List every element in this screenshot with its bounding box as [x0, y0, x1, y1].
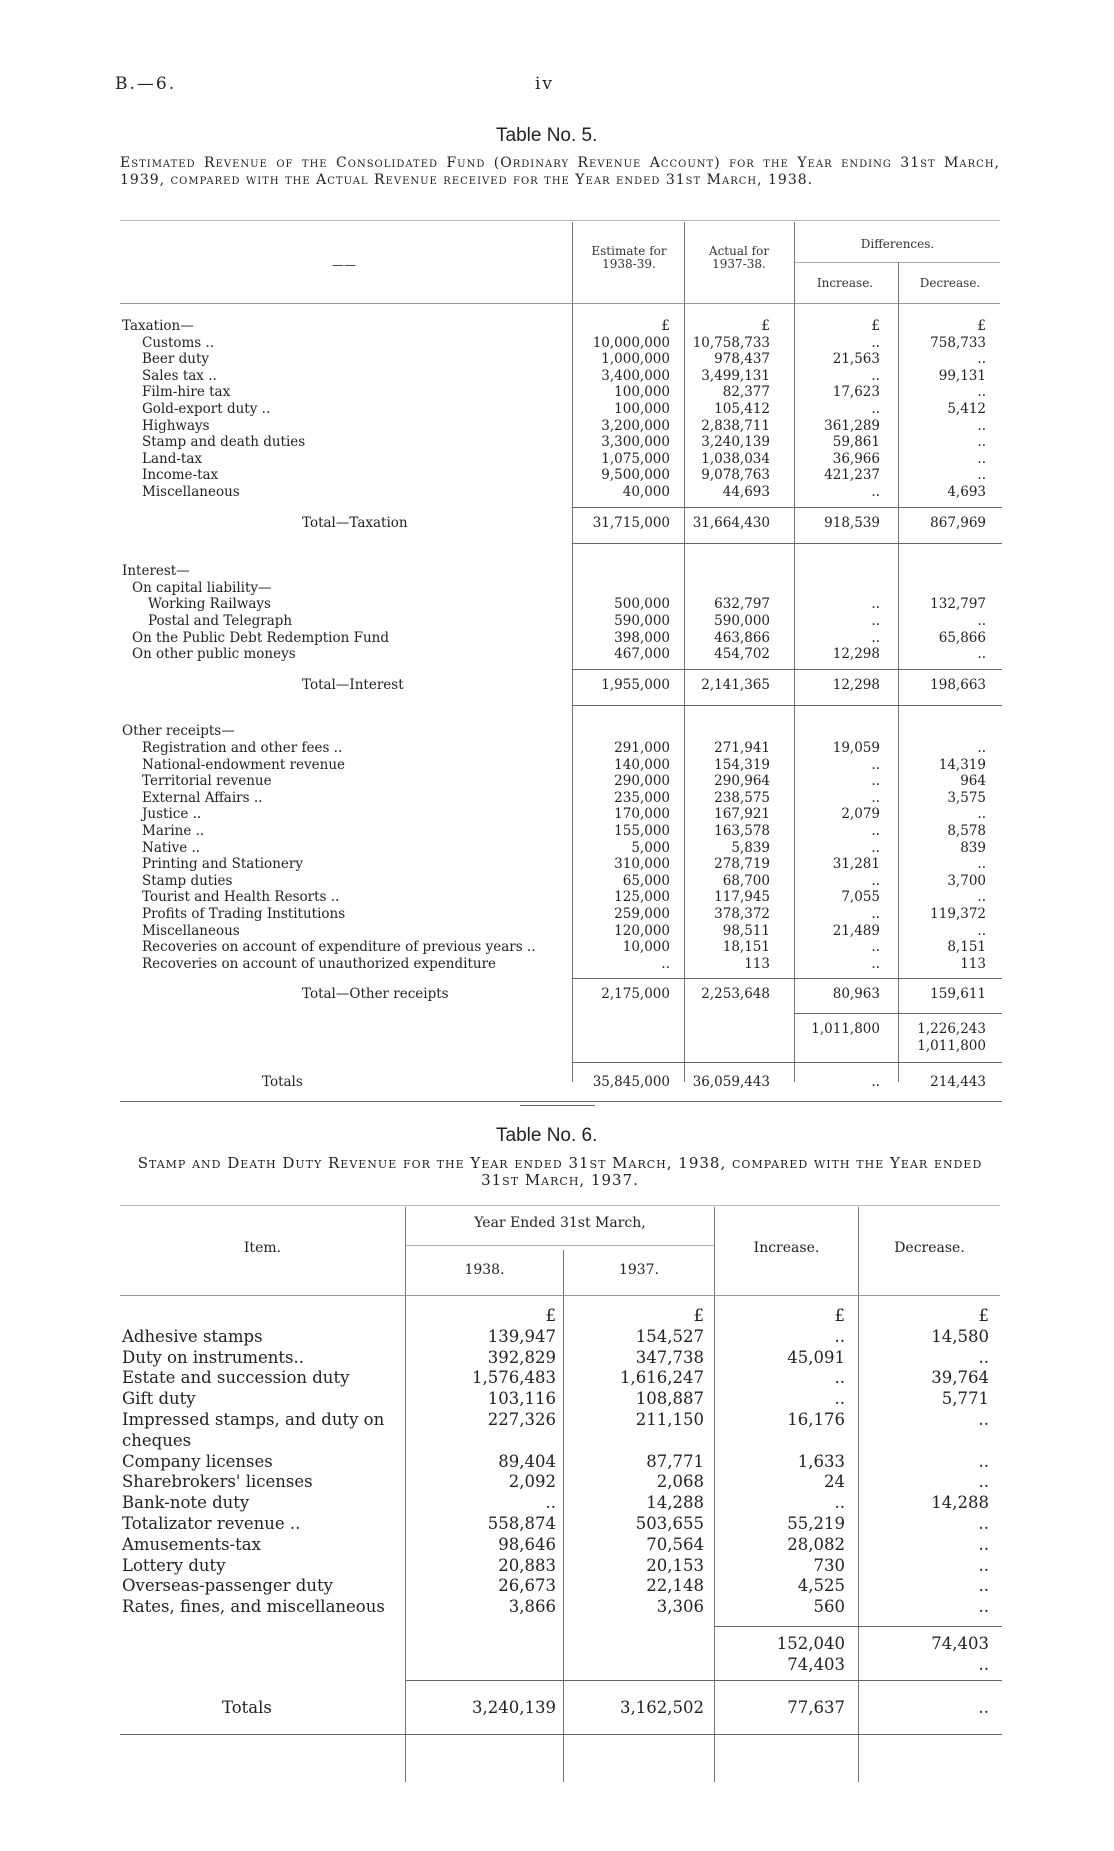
cell-value: .. [978, 1555, 989, 1575]
table5-header-actual: Actual for 1937-38. [708, 244, 770, 271]
cell-value: 2,253,648 [701, 986, 770, 1003]
page-reference: B.—6. [115, 74, 177, 94]
row-label: Justice .. [142, 806, 202, 823]
row-label: Company licenses [122, 1451, 273, 1471]
cell-value: 463,866 [714, 629, 770, 646]
cell-value: 26,673 [498, 1576, 556, 1596]
cell-value: 1,000,000 [601, 351, 670, 368]
cell-value: 100,000 [614, 384, 670, 401]
table5-header-estimate: Estimate for 1938-39. [591, 244, 667, 271]
cell-value: 22,148 [646, 1576, 704, 1596]
cell-value: 590,000 [614, 613, 670, 629]
row-label: Stamp duties [142, 872, 233, 889]
table5-header-increase: Increase. [816, 276, 874, 290]
summary-increase: 152,040 [776, 1634, 845, 1653]
table5-top-rule [120, 220, 1000, 221]
cell-value: .. [977, 384, 986, 401]
cell-value: 170,000 [614, 806, 670, 823]
cell-value: 108,887 [635, 1389, 704, 1409]
table6-header-year-ended: Year Ended 31st March, [474, 1215, 646, 1231]
cell-value: 36,966 [832, 450, 880, 467]
totals-value: .. [871, 1074, 880, 1091]
table5-header-decrease: Decrease. [919, 276, 981, 290]
table6-year-rule [406, 1245, 714, 1246]
rule [572, 507, 1002, 508]
cell-value: 964 [960, 773, 986, 790]
rule [406, 1680, 1002, 1681]
cell-value: 1,075,000 [601, 450, 670, 467]
row-label: External Affairs .. [142, 789, 263, 806]
row-label: Tourist and Health Resorts .. [142, 889, 340, 906]
cell-value: .. [871, 613, 880, 629]
cell-value: 1,633 [797, 1451, 845, 1471]
row-label: Printing and Stationery [142, 856, 303, 873]
cell-value: 291,000 [614, 740, 670, 756]
cell-value: .. [871, 629, 880, 646]
totals-label: Totals [222, 1697, 272, 1717]
unit-cell: £ [661, 318, 670, 334]
cell-value: 2,068 [656, 1472, 704, 1492]
table6-header-1938: 1938. [464, 1262, 505, 1278]
cell-value: 3,240,139 [701, 434, 770, 451]
cell-value: 467,000 [614, 646, 670, 663]
cell-value: 103,116 [487, 1389, 556, 1409]
cell-value: 290,000 [614, 773, 670, 790]
totals-value: .. [978, 1697, 989, 1717]
rule [120, 1734, 1002, 1735]
cell-value: .. [871, 334, 880, 351]
cell-value: 5,839 [731, 839, 770, 856]
cell-value: .. [834, 1326, 845, 1346]
row-label: Working Railways [148, 596, 271, 613]
cell-value: 167,921 [714, 806, 770, 823]
cell-value: .. [834, 1368, 845, 1388]
row-label: Highways [142, 417, 210, 434]
cell-value: .. [977, 856, 986, 873]
rule [572, 705, 1002, 706]
cell-value: 68,700 [722, 872, 770, 889]
row-label: On the Public Debt Redemption Fund [132, 629, 390, 646]
cell-value: 24 [824, 1472, 845, 1492]
cell-value: 1,955,000 [601, 676, 670, 693]
row-label: Bank-note duty [122, 1493, 250, 1513]
cell-value: 132,797 [930, 596, 986, 613]
cell-value: .. [871, 823, 880, 839]
cell-value: 45,091 [787, 1347, 845, 1367]
unit-cell: £ [978, 1306, 989, 1325]
table6-header-increase: Increase. [753, 1240, 820, 1256]
table5-header-rule [120, 303, 1000, 304]
row-label: Lottery duty [122, 1555, 226, 1575]
row-label: Recoveries on account of unauthorized expenditure [142, 955, 497, 972]
table6-caption: Stamp and Death Duty Revenue for the Year ended 31st March, 1938, compared with the Year ended 31st March, 1937. [137, 1154, 983, 1189]
cell-value: 8,578 [947, 823, 986, 839]
cell-value: 211,150 [635, 1410, 704, 1429]
cell-value: 7,055 [841, 889, 880, 906]
cell-value: 2,838,711 [701, 417, 770, 434]
cell-value: .. [978, 1597, 989, 1617]
cell-value: 21,489 [832, 922, 880, 939]
row-label: Gift duty [122, 1389, 196, 1409]
cell-value: 55,219 [787, 1514, 845, 1533]
cell-value: 378,372 [714, 906, 770, 922]
cell-value: 503,655 [635, 1514, 704, 1533]
table6-top-rule [120, 1205, 1000, 1206]
cell-value: 3,700 [947, 872, 986, 889]
cell-value: .. [871, 955, 880, 972]
rule [572, 1062, 1002, 1063]
cell-value: 159,611 [930, 986, 986, 1003]
cell-value: .. [977, 922, 986, 939]
summary-decrease: 1,226,243 [917, 1021, 986, 1037]
table5-col-rule-3 [794, 222, 795, 1082]
cell-value: 70,564 [646, 1534, 704, 1554]
totals-value: 77,637 [787, 1697, 845, 1717]
cell-value: .. [978, 1576, 989, 1596]
row-label: Recoveries on account of expenditure of previous years .. [142, 939, 536, 956]
table6-header-rule [120, 1295, 1000, 1296]
row-label: Beer duty [142, 351, 210, 368]
cell-value: 120,000 [614, 922, 670, 939]
cell-value: 238,575 [714, 789, 770, 806]
summary-increase: 74,403 [787, 1654, 845, 1674]
section-divider [520, 1105, 595, 1106]
table5-title: Table No. 5. [496, 125, 598, 146]
totals-value: 214,443 [930, 1074, 986, 1091]
table6-title: Table No. 6. [496, 1125, 598, 1146]
cell-value: 98,511 [722, 922, 770, 939]
cell-value: 113 [960, 955, 986, 972]
cell-value: 259,000 [614, 906, 670, 922]
cell-value: .. [978, 1410, 989, 1429]
row-label: Stamp and death duties [142, 434, 306, 451]
cell-value: 16,176 [787, 1410, 845, 1429]
row-label: Sharebrokers' licenses [122, 1472, 313, 1492]
cell-value: .. [834, 1389, 845, 1409]
totals-value: 36,059,443 [692, 1074, 770, 1091]
row-label: Profits of Trading Institutions [142, 906, 346, 922]
cell-value: .. [871, 872, 880, 889]
cell-value: .. [977, 889, 986, 906]
cell-value: 119,372 [930, 906, 986, 922]
cell-value: .. [978, 1472, 989, 1492]
cell-value: 2,175,000 [601, 986, 670, 1003]
totals-value: 3,240,139 [472, 1697, 556, 1717]
cell-value: .. [978, 1451, 989, 1471]
cell-value: 290,964 [714, 773, 770, 790]
cell-value: 117,945 [714, 889, 770, 906]
cell-value: 154,319 [714, 756, 770, 773]
cell-value: .. [545, 1493, 556, 1513]
cell-value: .. [871, 906, 880, 922]
cell-value: 3,499,131 [701, 367, 770, 384]
cell-value: 2,079 [841, 806, 880, 823]
cell-value: 730 [813, 1555, 845, 1575]
cell-value: .. [977, 417, 986, 434]
cell-value: .. [978, 1347, 989, 1367]
cell-value: 1,616,247 [620, 1368, 704, 1388]
cell-value: 5,771 [941, 1389, 989, 1409]
unit-cell: £ [545, 1306, 556, 1325]
cell-value: 758,733 [930, 334, 986, 351]
cell-value: 2,092 [508, 1472, 556, 1492]
cell-value: .. [871, 401, 880, 417]
unit-cell: £ [834, 1306, 845, 1325]
cell-value: 14,580 [931, 1326, 989, 1346]
row-label: Impressed stamps, and duty on [122, 1410, 385, 1429]
cell-value: 361,289 [824, 417, 880, 434]
cell-value: 28,082 [787, 1534, 845, 1554]
row-label: Income-tax [142, 467, 219, 484]
totals-value: 35,845,000 [592, 1074, 670, 1091]
cell-value: 347,738 [635, 1347, 704, 1367]
cell-value: 3,400,000 [601, 367, 670, 384]
cell-value: .. [977, 351, 986, 368]
cell-value: 3,300,000 [601, 434, 670, 451]
row-label: cheques [122, 1430, 192, 1450]
table6-header-1937: 1937. [618, 1262, 660, 1278]
cell-value: 9,078,763 [701, 467, 770, 484]
cell-value: 10,000 [622, 939, 670, 956]
cell-value: 140,000 [614, 756, 670, 773]
cell-value: 2,141,365 [701, 676, 770, 693]
cell-value: 839 [960, 839, 986, 856]
rule [794, 1013, 1002, 1014]
cell-value: 310,000 [614, 856, 670, 873]
cell-value: 5,000 [631, 839, 670, 856]
cell-value: 4,525 [797, 1576, 845, 1596]
row-label: Total—Interest [302, 676, 404, 693]
cell-value: 9,500,000 [601, 467, 670, 484]
cell-value: .. [871, 367, 880, 384]
cell-value: 65,000 [622, 872, 670, 889]
row-label: Land-tax [142, 450, 202, 467]
cell-value: 44,693 [722, 484, 770, 500]
cell-value: 20,153 [646, 1555, 704, 1575]
row-label: Totalizator revenue .. [122, 1514, 301, 1533]
cell-value: 4,693 [947, 484, 986, 500]
other-heading: Other receipts— [122, 723, 235, 740]
totals-label: Totals [262, 1074, 303, 1091]
table5-col-rule-1 [572, 222, 573, 1082]
cell-value: 3,306 [656, 1597, 704, 1617]
cell-value: 5,412 [947, 401, 986, 417]
cell-value: 12,298 [832, 646, 880, 663]
table6-header-decrease: Decrease. [894, 1240, 965, 1256]
rule [714, 1626, 1002, 1627]
cell-value: 978,437 [714, 351, 770, 368]
rule [572, 543, 1002, 544]
table5-header-differences: Differences. [860, 237, 935, 251]
cell-value: 99,131 [938, 367, 986, 384]
table5-caption: Estimated Revenue of the Consolidated Fund (Ordinary Revenue Account) for the Year ending 31st March, 1939, compared with the Actual Revenue received for the Year ended 31st March, 1938. [120, 155, 1000, 188]
cell-value: 20,883 [498, 1555, 556, 1575]
row-label: Miscellaneous [142, 484, 240, 500]
cell-value: .. [978, 1514, 989, 1533]
cell-value: .. [834, 1493, 845, 1513]
interest-subheading: On capital liability— [132, 579, 272, 596]
unit-cell: £ [977, 318, 986, 334]
summary-decrease: 74,403 [931, 1634, 989, 1653]
taxation-heading: Taxation— [122, 318, 194, 334]
cell-value: 125,000 [614, 889, 670, 906]
cell-value: .. [871, 484, 880, 500]
cell-value: 3,575 [947, 789, 986, 806]
cell-value: 235,000 [614, 789, 670, 806]
unit-cell: £ [761, 318, 770, 334]
row-label: Gold-export duty .. [142, 401, 271, 417]
table5-col-rule-4 [898, 262, 899, 1082]
cell-value: 98,646 [498, 1534, 556, 1554]
cell-value: 65,866 [938, 629, 986, 646]
cell-value: 89,404 [498, 1451, 556, 1471]
table5-stub-dash: —— [332, 258, 356, 272]
summary-increase: 1,011,800 [811, 1021, 880, 1037]
cell-value: 590,000 [714, 613, 770, 629]
cell-value: 113 [744, 955, 770, 972]
cell-value: 39,764 [931, 1368, 989, 1388]
page-number: iv [535, 74, 555, 94]
cell-value: .. [977, 450, 986, 467]
cell-value: 421,237 [824, 467, 880, 484]
cell-value: 18,151 [722, 939, 770, 956]
cell-value: 3,200,000 [601, 417, 670, 434]
cell-value: 31,715,000 [592, 514, 670, 531]
row-label: Adhesive stamps [122, 1326, 263, 1346]
cell-value: 87,771 [646, 1451, 704, 1471]
cell-value: 278,719 [714, 856, 770, 873]
cell-value: 14,288 [931, 1493, 989, 1513]
cell-value: 198,663 [930, 676, 986, 693]
cell-value: .. [977, 646, 986, 663]
rule [572, 669, 1002, 670]
cell-value: 17,623 [832, 384, 880, 401]
cell-value: 139,947 [487, 1326, 556, 1346]
unit-cell: £ [693, 1306, 704, 1325]
cell-value: 155,000 [614, 823, 670, 839]
cell-value: 59,861 [832, 434, 880, 451]
summary-decrease: .. [978, 1654, 989, 1674]
row-label: Native .. [142, 839, 201, 856]
cell-value: 1,576,483 [472, 1368, 556, 1388]
cell-value: 31,664,430 [692, 514, 770, 531]
cell-value: .. [661, 955, 670, 972]
cell-value: 271,941 [714, 740, 770, 756]
cell-value: 10,000,000 [592, 334, 670, 351]
row-label: Postal and Telegraph [148, 613, 293, 629]
cell-value: 398,000 [614, 629, 670, 646]
cell-value: 560 [813, 1597, 845, 1617]
row-label: National-endowment revenue [142, 756, 346, 773]
cell-value: .. [977, 613, 986, 629]
cell-value: 19,059 [832, 740, 880, 756]
row-label: Amusements-tax [122, 1534, 261, 1554]
cell-value: 558,874 [487, 1514, 556, 1533]
table5-col-rule-2 [684, 222, 685, 1082]
cell-value: .. [977, 467, 986, 484]
rule [572, 978, 1002, 979]
cell-value: .. [977, 806, 986, 823]
row-label: Customs .. [142, 334, 215, 351]
row-label: Estate and succession duty [122, 1368, 350, 1388]
cell-value: 14,288 [646, 1493, 704, 1513]
row-label: Registration and other fees .. [142, 740, 343, 756]
table6-header-item: Item. [243, 1240, 282, 1256]
row-label: Total—Other receipts [302, 986, 449, 1003]
cell-value: 918,539 [824, 514, 880, 531]
cell-value: 8,151 [947, 939, 986, 956]
row-label: On other public moneys [132, 646, 296, 663]
cell-value: .. [977, 740, 986, 756]
cell-value: 31,281 [832, 856, 880, 873]
cell-value: 163,578 [714, 823, 770, 839]
cell-value: .. [871, 756, 880, 773]
row-label: Total—Taxation [302, 514, 408, 531]
cell-value: 154,527 [635, 1326, 704, 1346]
row-label: Territorial revenue [142, 773, 272, 790]
row-label: Rates, fines, and miscellaneous [122, 1597, 385, 1617]
row-label: Marine .. [142, 823, 205, 839]
cell-value: .. [977, 434, 986, 451]
cell-value: .. [871, 789, 880, 806]
summary-decrease: 1,011,800 [917, 1037, 986, 1054]
cell-value: 3,866 [508, 1597, 556, 1617]
row-label: Miscellaneous [142, 922, 240, 939]
row-label: Overseas-passenger duty [122, 1576, 333, 1596]
cell-value: 454,702 [714, 646, 770, 663]
cell-value: 100,000 [614, 401, 670, 417]
cell-value: 14,319 [938, 756, 986, 773]
cell-value: .. [871, 939, 880, 956]
cell-value: 392,829 [487, 1347, 556, 1367]
cell-value: 40,000 [622, 484, 670, 500]
cell-value: 12,298 [832, 676, 880, 693]
rule [120, 1101, 1002, 1102]
interest-heading: Interest— [122, 563, 190, 580]
cell-value: 632,797 [714, 596, 770, 613]
cell-value: 10,758,733 [692, 334, 770, 351]
cell-value: 21,563 [832, 351, 880, 368]
cell-value: 227,326 [487, 1410, 556, 1429]
cell-value: .. [978, 1534, 989, 1554]
unit-cell: £ [871, 318, 880, 334]
row-label: Film-hire tax [142, 384, 231, 401]
totals-value: 3,162,502 [620, 1697, 704, 1717]
cell-value: 80,963 [832, 986, 880, 1003]
row-label: Sales tax .. [142, 367, 217, 384]
cell-value: 500,000 [614, 596, 670, 613]
cell-value: .. [871, 596, 880, 613]
cell-value: 105,412 [714, 401, 770, 417]
cell-value: .. [871, 839, 880, 856]
cell-value: .. [871, 773, 880, 790]
cell-value: 1,038,034 [701, 450, 770, 467]
cell-value: 867,969 [930, 514, 986, 531]
cell-value: 82,377 [722, 384, 770, 401]
row-label: Duty on instruments.. [122, 1347, 304, 1367]
